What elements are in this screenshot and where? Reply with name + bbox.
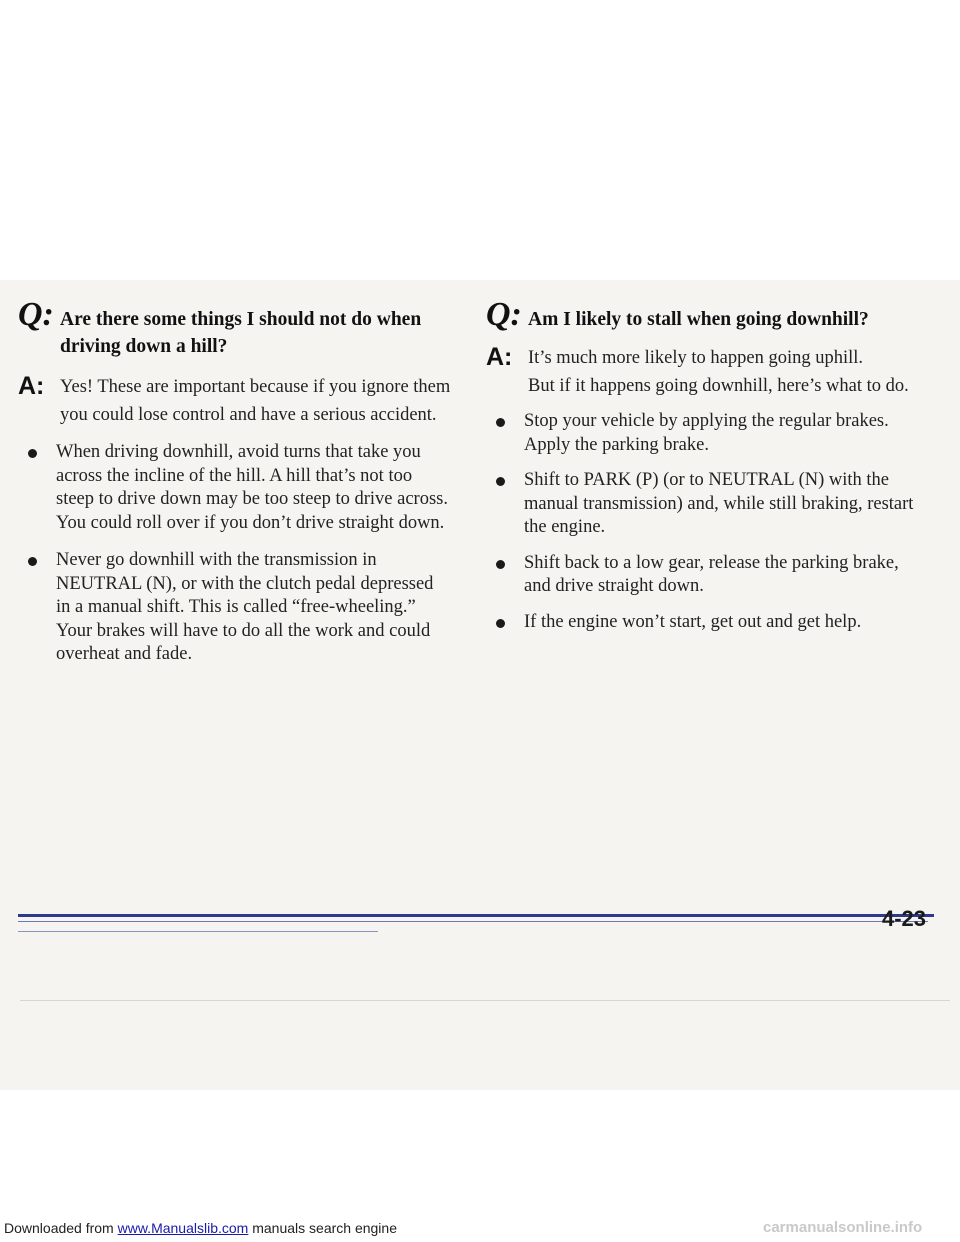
left-bullet-list	[18, 441, 473, 667]
list-item	[18, 441, 473, 535]
bullet-line: Apply the parking brake.	[524, 434, 709, 455]
manualslib-link[interactable]: www.Manualslib.com	[117, 1220, 249, 1236]
right-column	[486, 296, 948, 634]
answer-line: you could lose control and have a serious accident.	[60, 405, 437, 425]
bullet-icon	[28, 557, 37, 566]
footer-prefix: Downloaded from	[4, 1220, 118, 1236]
bullet-line: and drive straight down.	[524, 576, 704, 596]
question-line: Am I likely to stall when going downhill?	[528, 309, 869, 330]
right-answer	[486, 343, 948, 400]
answer-marker: A:	[486, 343, 513, 371]
question-marker: Q:	[18, 296, 54, 333]
bullet-line: Shift to PARK (P) (or to NEUTRAL (N) with the	[524, 470, 890, 490]
question-marker: Q:	[486, 296, 522, 333]
watermark: carmanualsonline.info	[763, 1219, 923, 1236]
footer-rule	[18, 914, 934, 917]
bullet-icon	[496, 560, 505, 569]
right-question	[486, 296, 948, 333]
bullet-icon	[496, 477, 505, 486]
left-answer	[18, 372, 473, 429]
answer-line: It’s much more likely to happen going uphill.	[528, 348, 864, 368]
bullet-line: in a manual shift. This is called “free-wheeling.”	[56, 597, 416, 617]
bullet-line: overheat and fade.	[56, 644, 193, 664]
footer-rule	[18, 921, 928, 922]
bullet-line: manual transmission) and, while still braking, restart	[524, 493, 914, 514]
question-text	[528, 300, 869, 333]
bullet-line: Never go downhill with the transmission in	[56, 550, 377, 570]
footer-rule-thin	[18, 931, 378, 932]
question-text	[60, 300, 421, 360]
list-item	[486, 552, 948, 599]
list-item	[18, 549, 473, 667]
right-bullet-list	[486, 410, 948, 634]
bullet-line: Your brakes will have to do all the work and could	[56, 620, 431, 641]
answer-marker: A:	[18, 372, 45, 400]
bullet-icon	[496, 418, 505, 427]
bullet-line: Stop your vehicle by applying the regular brakes.	[524, 411, 889, 431]
bullet-line: If the engine won’t start, get out and get help.	[524, 611, 862, 632]
bullet-line: steep to drive down may be too steep to drive across.	[56, 489, 448, 509]
bullet-icon	[496, 619, 505, 628]
footer-suffix: manuals search engine	[248, 1220, 397, 1236]
bullet-line: the engine.	[524, 517, 606, 537]
top-margin	[0, 0, 960, 280]
left-column	[18, 296, 473, 667]
bullet-line: When driving downhill, avoid turns that take you	[56, 442, 421, 462]
answer-line: But if it happens going downhill, here’s what to do.	[528, 376, 909, 396]
answer-line: Yes! These are important because if you ignore them	[60, 377, 451, 397]
bullet-icon	[28, 449, 37, 458]
bullet-line: Shift back to a low gear, release the parking brake,	[524, 552, 899, 573]
download-footer	[4, 1220, 397, 1236]
bullet-line: You could roll over if you don’t drive straight down.	[56, 512, 445, 533]
list-item	[486, 469, 948, 540]
bullet-line: across the incline of the hill. A hill that’s not too	[56, 465, 413, 486]
question-line: driving down a hill?	[60, 336, 228, 357]
bullet-line: NEUTRAL (N), or with the clutch pedal depressed	[56, 573, 434, 594]
divider	[20, 1000, 950, 1001]
left-question	[18, 296, 473, 360]
question-line: Are there some things I should not do when	[60, 309, 422, 330]
list-item	[486, 611, 948, 635]
page-number: 4-23	[882, 906, 927, 931]
list-item	[486, 410, 948, 457]
